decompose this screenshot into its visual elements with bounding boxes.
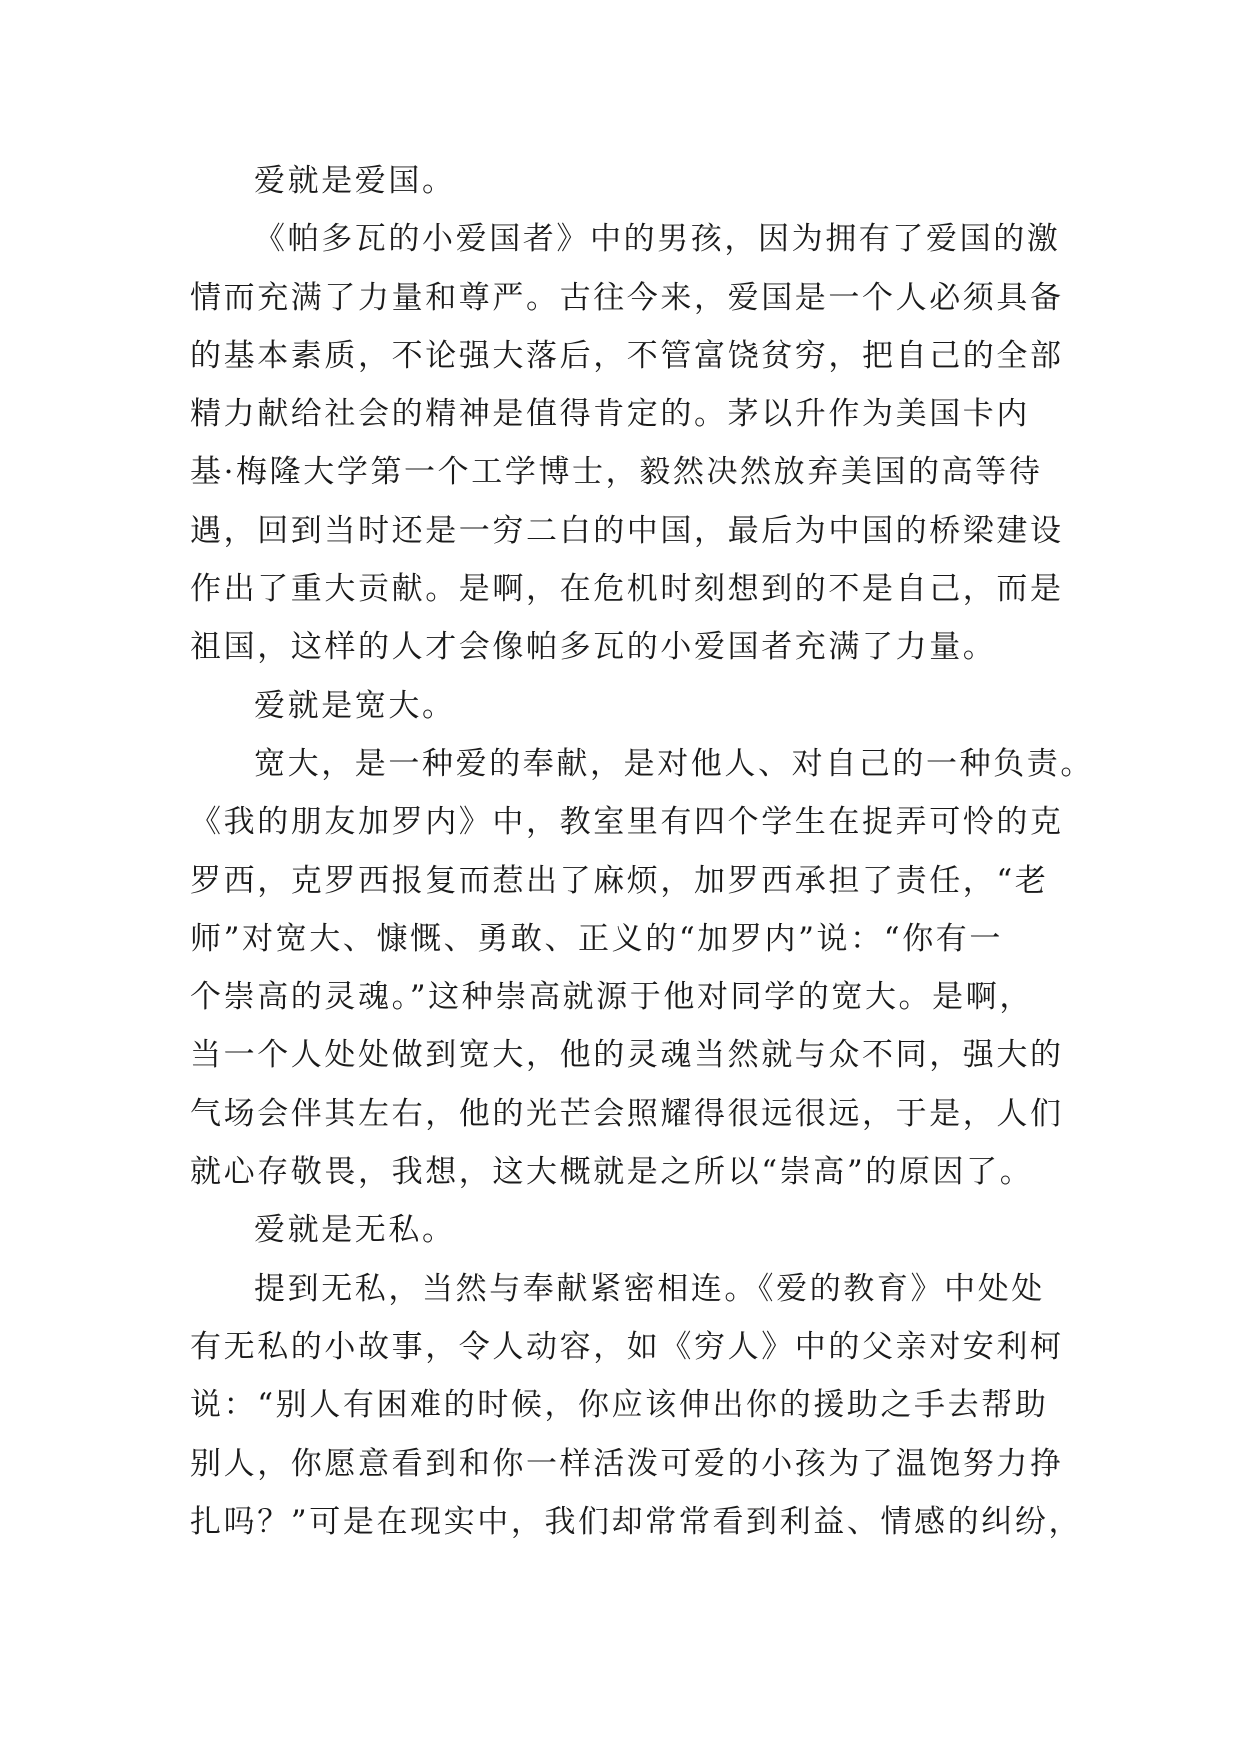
text-line: 个崇高的灵魂。”这种崇高就源于他对同学的宽大。是啊，	[190, 979, 1033, 1016]
text-line: 情而充满了力量和尊严。古往今来，爱国是一个人必须具备	[190, 279, 1064, 316]
text-line: 《我的朋友加罗内》中，教室里有四个学生在捉弄可怜的克	[190, 804, 1064, 841]
text-line: 罗西，克罗西报复而惹出了麻烦，加罗西承担了责任，“老	[190, 862, 1049, 899]
text-line: 说：“别人有困难的时候，你应该伸出你的援助之手去帮助	[190, 1387, 1049, 1424]
text-line: 气场会伴其左右，他的光芒会照耀得很远很远，于是，人们	[190, 1095, 1064, 1132]
text-line: 的基本素质，不论强大落后，不管富饶贫穷，把自己的全部	[190, 337, 1064, 374]
text-line: 扎吗？”可是在现实中，我们却常常看到利益、情感的纠纷，	[190, 1503, 1083, 1540]
text-line: 别人，你愿意看到和你一样活泼可爱的小孩为了温饱努力挣	[190, 1445, 1064, 1482]
text-line: 提到无私，当然与奉献紧密相连。《爱的教育》中处处	[254, 1270, 1045, 1307]
text-line: 《帕多瓦的小爱国者》中的男孩，因为拥有了爱国的激	[254, 221, 1061, 258]
text-line: 当一个人处处做到宽大，他的灵魂当然就与众不同，强大的	[190, 1037, 1064, 1074]
document-page	[190, 152, 1094, 1551]
text-line: 遇，回到当时还是一穷二白的中国，最后为中国的桥梁建设	[190, 512, 1064, 549]
text-line: 爱就是爱国。	[254, 163, 456, 199]
text-line: 有无私的小故事，令人动容，如《穷人》中的父亲对安利柯	[190, 1328, 1064, 1365]
text-line: 基·梅隆大学第一个工学博士，毅然决然放弃美国的高等待	[190, 454, 1043, 491]
text-line: 精力献给社会的精神是值得肯定的。茅以升作为美国卡内	[190, 396, 1030, 433]
text-line: 爱就是无私。	[254, 1212, 456, 1249]
text-line: 宽大，是一种爱的奉献，是对他人、对自己的一种负责。	[254, 745, 1094, 782]
text-line: 爱就是宽大。	[254, 687, 456, 724]
text-line: 就心存敬畏，我想，这大概就是之所以“崇高”的原因了。	[190, 1154, 1034, 1191]
text-line: 作出了重大贡献。是啊，在危机时刻想到的不是自己，而是	[190, 571, 1064, 608]
text-line: 祖国，这样的人才会像帕多瓦的小爱国者充满了力量。	[190, 629, 997, 666]
text-line: 师”对宽大、慷慨、勇敢、正义的“加罗内”说：“你有一	[190, 920, 1003, 957]
